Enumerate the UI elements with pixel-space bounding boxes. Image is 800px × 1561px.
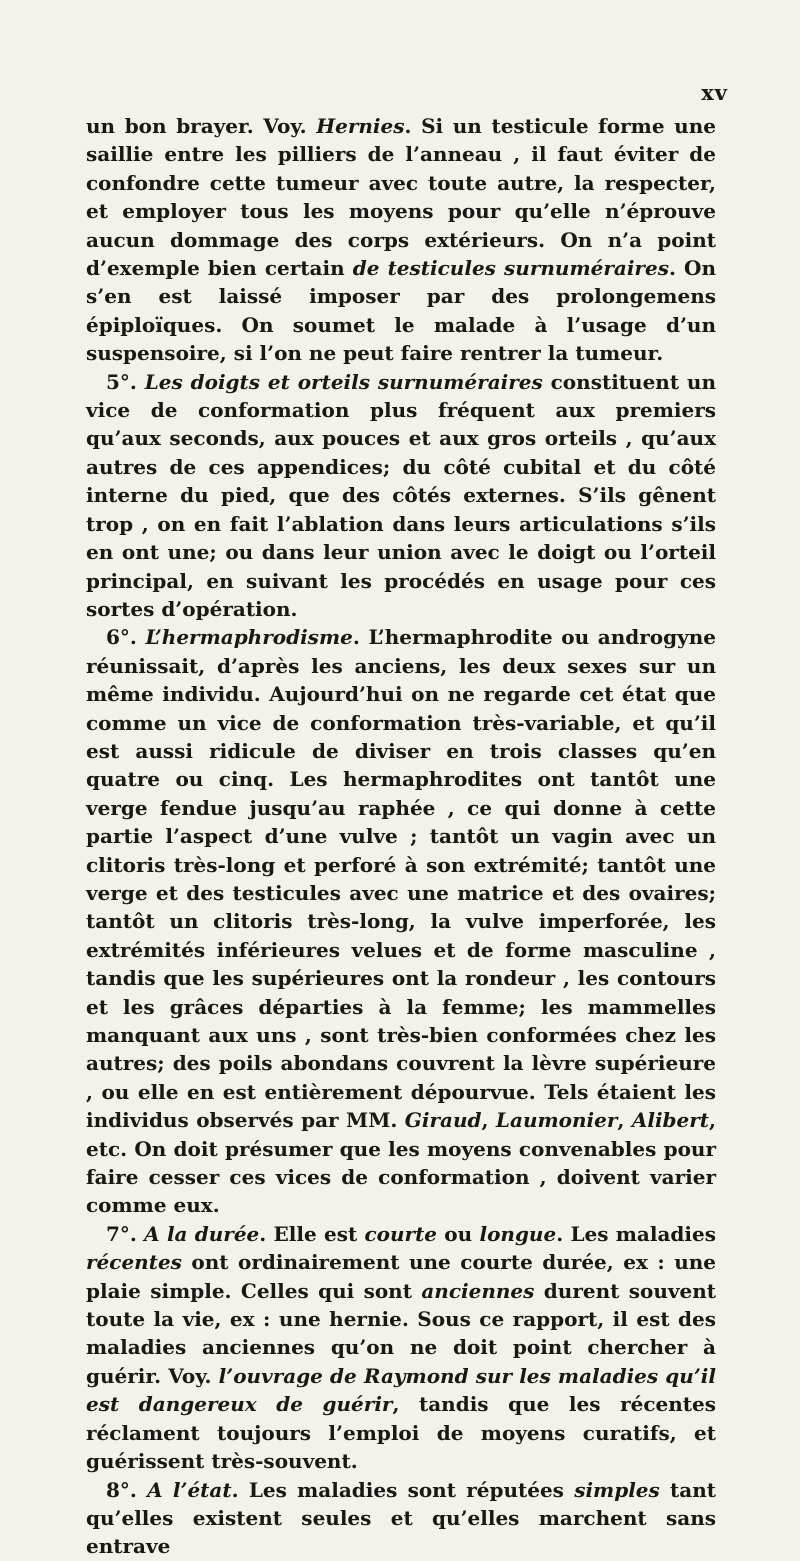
text-run: ont ordinairement une courte durée, ex : une plaie simple. Celles qui sont xyxy=(86,1250,716,1303)
text-run: un bon brayer. Voy. xyxy=(86,114,317,138)
text-run: , xyxy=(481,1108,496,1133)
italic-run: l’ouvrage de Raymond sur les maladies qu’il est dangereux de guérir xyxy=(86,1363,716,1417)
italic-run: simples xyxy=(574,1477,660,1502)
text-run: constituent un vice de conformation plus fréquent aux premiers qu’aux seconds, aux pouces et aux gros orteils , qu’aux autres de ces appendices; du côté cubital et du côté interne du pied, que des côtés externes. S’ils gênent trop , on en fait l’ablation dans leurs articulations s’ils en ont une; ou dans leur union avec le doigt ou l’orteil principal, en suivant les procédés en usage pour ces sortes d’opération. xyxy=(86,369,717,621)
text-run: , etc. On doit présumer que les moyens convenables pour faire cesser ces vices de conformation , doivent varier comme eux. xyxy=(86,1108,716,1218)
italic-run: Alibert xyxy=(631,1108,710,1133)
italic-run: A l’état xyxy=(147,1477,232,1502)
text-run: . On s’en est laissé imposer par des prolongemens épiploïques. On soumet le malade à l’usage d’un suspensoire, si l’on ne peut faire rentrer la tumeur. xyxy=(86,256,717,366)
text-run: 5°. xyxy=(106,369,145,394)
text-run: ou xyxy=(437,1221,480,1246)
text-run: . Si un testicule forme une saillie entre les pilliers de l’anneau , il faut éviter de confondre cette tumeur avec toute autre, la respecter, et employer tous les moyens pour qu’elle n’éprouve aucun dommage des corps extérieurs. On n’a point d’exemple bien certain xyxy=(86,114,716,281)
italic-run: Laumonier xyxy=(495,1108,618,1133)
text-run: . Elle est xyxy=(259,1221,365,1246)
page-number: xv xyxy=(701,80,728,105)
text-run: . Les maladies sont réputées xyxy=(231,1477,575,1502)
text-run: . Les maladies xyxy=(556,1221,717,1246)
paragraph-hermaphrodism xyxy=(86,623,716,1220)
paragraph-continuation xyxy=(86,112,716,368)
italic-run: A la durée xyxy=(144,1221,260,1246)
text-run: 6°. xyxy=(106,625,146,650)
text-run: . L’hermaphrodite ou androgyne réunissait, d’après les anciens, les deux sexes sur un même individu. Aujourd’hui on ne regarde cet état que comme un vice de conformation très-variable, et qu’il est aussi ridicule de diviser en trois classes qu’en quatre ou cinq. Les hermaphrodites ont tantôt une verge fendue jusqu’au raphée , ce qui donne à cette partie l’aspect d’une vulve ; tantôt un vagin avec un clitoris très-long et perforé à son extrémité; tantôt une verge et des testicules avec une matrice et des ovaires; tantôt un clitoris très-long, la vulve imperforée, les extrémités inférieures velues et de forme masculine , tandis que les supérieures ont la rondeur , les contours et les grâces départies à la femme; les mammelles manquant aux uns , sont très-bien conformées chez les autres; des poils abondans couvrent la lèvre supérieure , ou elle en est entièrement dépourvue. Tels étaient les individus observés par MM. xyxy=(86,625,716,1133)
paragraph-state xyxy=(86,1476,716,1561)
italic-run: de testicules surnuméraires xyxy=(352,256,669,281)
italic-run: Giraud xyxy=(404,1108,482,1133)
body-text xyxy=(86,112,716,1561)
italic-run: L’hermaphrodisme xyxy=(145,625,353,650)
italic-run: longue xyxy=(479,1221,557,1246)
italic-run: récentes xyxy=(86,1250,182,1275)
paragraph-duration xyxy=(86,1220,716,1476)
text-run: durent souvent toute la vie, ex : une hernie. Sous ce rapport, il est des maladies anciennes qu’on ne doit point chercher à guérir. Voy. xyxy=(86,1278,716,1388)
paragraph-supernumerary-digits xyxy=(86,368,716,624)
italic-run: anciennes xyxy=(421,1278,535,1303)
text-run: 8°. xyxy=(106,1477,148,1502)
italic-run: Les doigts et orteils surnuméraires xyxy=(144,369,543,394)
italic-run: courte xyxy=(364,1221,438,1246)
text-run: tant qu’elles existent seules et qu’elles marchent sans entrave xyxy=(86,1477,716,1559)
text-run: , xyxy=(617,1108,632,1133)
text-run: , tandis que les récentes réclament toujours l’emploi de moyens curatifs, et guérissent très-souvent. xyxy=(86,1392,716,1474)
italic-run: Hernies xyxy=(316,114,405,138)
text-run: 7°. xyxy=(106,1221,145,1246)
